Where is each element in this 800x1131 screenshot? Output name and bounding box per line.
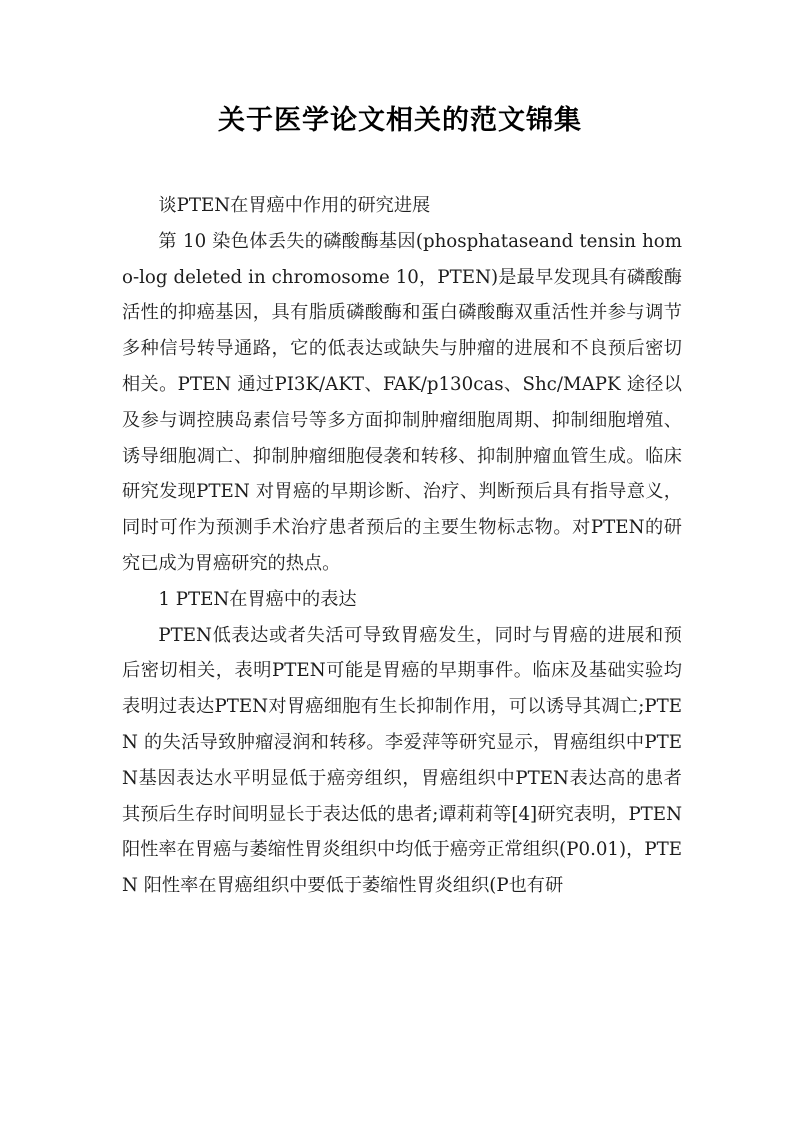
article-title: 谈PTEN在胃癌中作用的研究进展	[158, 195, 431, 216]
intro-paragraph: 第 10 染色体丢失的磷酸酶基因(phosphataseand tensin homo-log deleted in chromosome 10，PTEN)是最早发现具有磷酸酶活性的抑癌基因，具有脂质磷酸酶和蛋白磷酸酶双重活性并参与调节多种信号转导通路，它的低表达或缺失与肿瘤的进展和不良预后密切相关。PTEN 通过PI3K/AKT、FAK/p130cas、Shc/MAPK 途径以及参与调控胰岛素信号等多方面抑制肿瘤细胞周期、抑制细胞增殖、诱导细胞凋亡、抑制肿瘤细胞侵袭和转移、抑制肿瘤血管生成。临床研究发现PTEN 对胃癌的早期诊断、治疗、判断预后具有指导意义，同时可作为预测手术治疗患者预后的主要生物标志物。对PTEN的研究已成为胃癌研究的热点。	[122, 230, 682, 574]
document-title: 关于医学论文相关的范文锦集	[218, 105, 582, 136]
section-paragraph: PTEN低表达或者失活可导致胃癌发生，同时与胃癌的进展和预后密切相关，表明PTEN可能是胃癌的早期事件。临床及基础实验均表明过表达PTEN对胃癌细胞有生长抑制作用，可以诱导其凋亡;PTEN 的失活导致肿瘤浸润和转移。李爱萍等研究显示，胃癌组织中PTEN基因表达水平明显低于癌旁组织，胃癌组织中PTEN表达高的患者其预后生存时间明显长于表达低的患者;谭莉莉等[4]研究表明，PTEN阳性率在胃癌与萎缩性胃炎组织中均低于癌旁正常组织(P0.01)，PTEN 阳性率在胃癌组织中要低于萎缩性胃炎组织(P也有研	[122, 624, 682, 897]
section-heading: 1 PTEN在胃癌中的表达	[158, 588, 357, 610]
document-body	[122, 188, 682, 904]
